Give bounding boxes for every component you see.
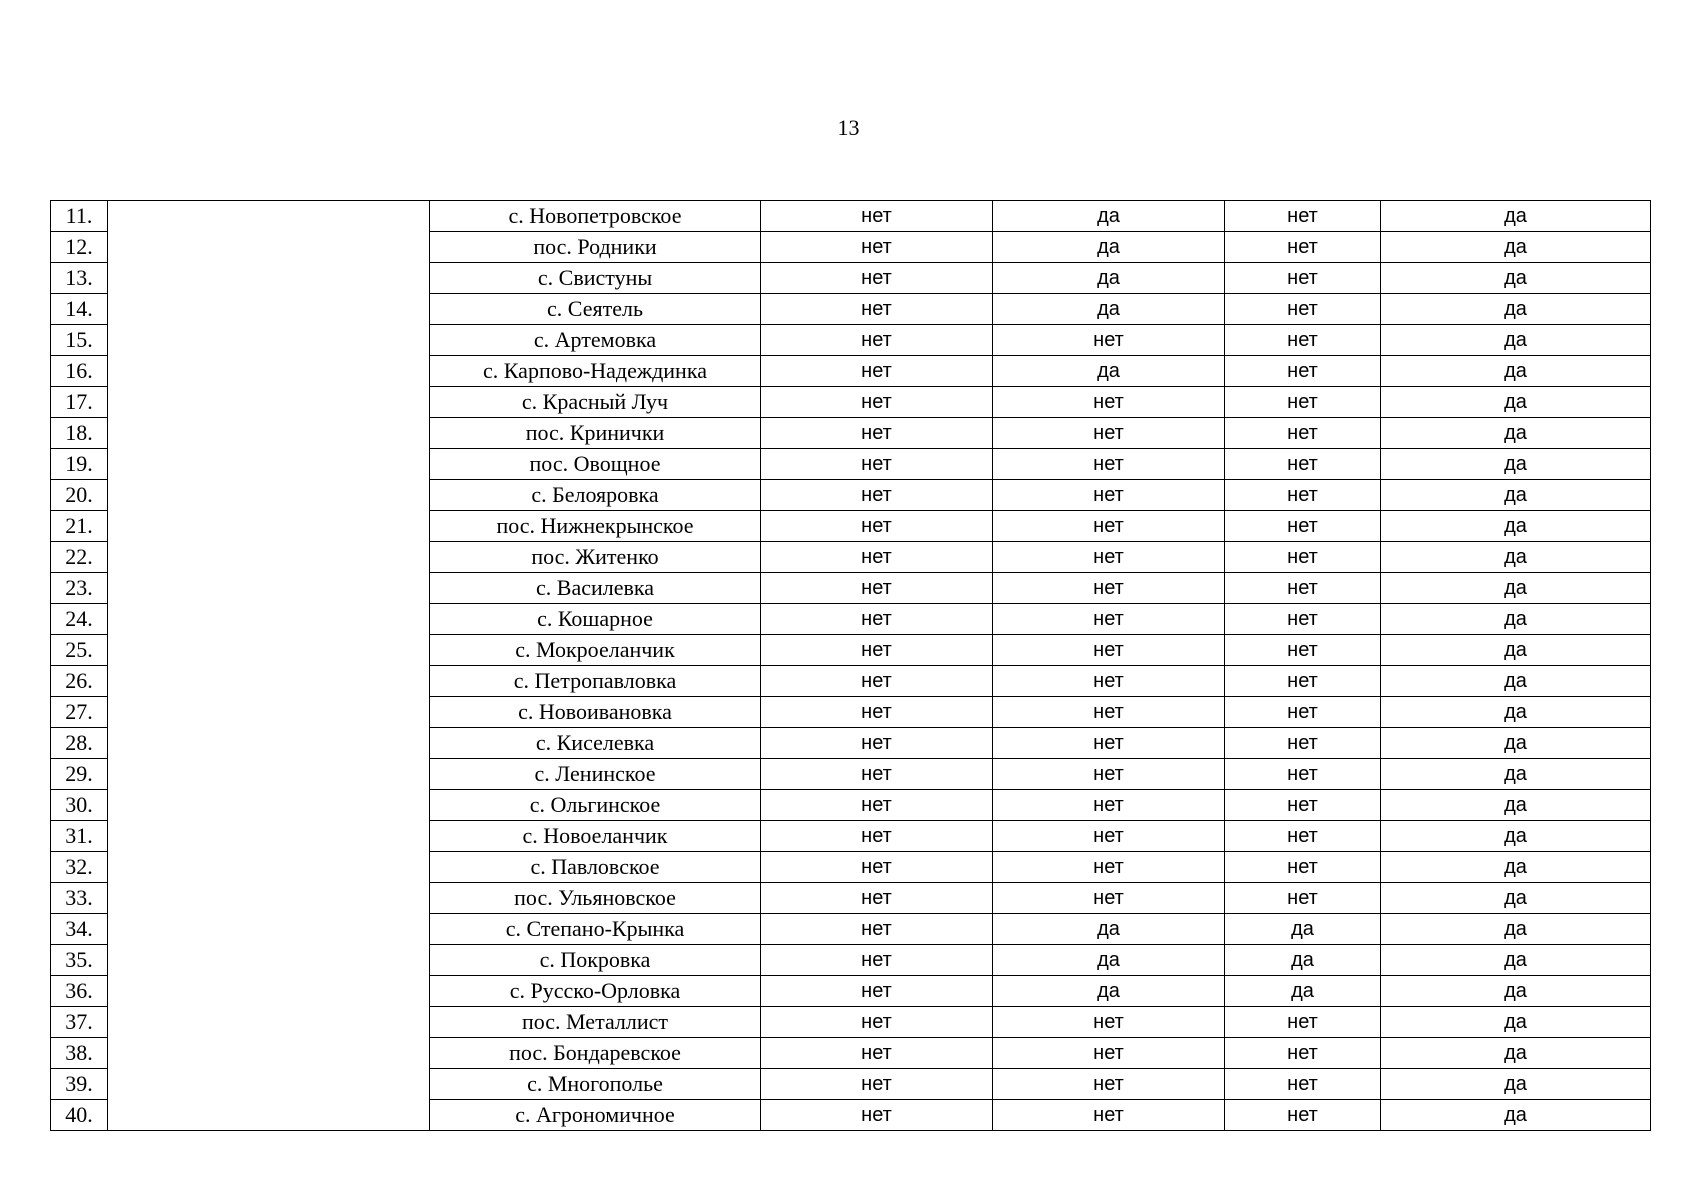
value-cell-2: да: [993, 263, 1225, 294]
row-number-cell: 23.: [51, 573, 108, 604]
settlement-name-cell: с. Степано-Крынка: [430, 914, 761, 945]
blank-cell: [108, 387, 430, 418]
settlement-name-cell: с. Кошарное: [430, 604, 761, 635]
table-row: [51, 635, 1651, 666]
row-number-cell: 17.: [51, 387, 108, 418]
blank-cell: [108, 1038, 430, 1069]
settlement-name-cell: с. Карпово-Надеждинка: [430, 356, 761, 387]
value-cell-4: да: [1381, 852, 1651, 883]
value-cell-1: нет: [761, 759, 993, 790]
value-cell-3: нет: [1225, 790, 1381, 821]
settlement-name-cell: пос. Родники: [430, 232, 761, 263]
value-cell-1: нет: [761, 573, 993, 604]
settlement-name-cell: с. Свистуны: [430, 263, 761, 294]
value-cell-4: да: [1381, 697, 1651, 728]
value-cell-2: нет: [993, 635, 1225, 666]
value-cell-4: да: [1381, 511, 1651, 542]
value-cell-2: нет: [993, 852, 1225, 883]
settlement-name-cell: с. Мокроеланчик: [430, 635, 761, 666]
value-cell-2: нет: [993, 325, 1225, 356]
value-cell-3: да: [1225, 945, 1381, 976]
row-number-cell: 27.: [51, 697, 108, 728]
value-cell-1: нет: [761, 697, 993, 728]
blank-cell: [108, 728, 430, 759]
settlement-name-cell: с. Киселевка: [430, 728, 761, 759]
value-cell-4: да: [1381, 604, 1651, 635]
value-cell-4: да: [1381, 914, 1651, 945]
settlement-name-cell: пос. Кринички: [430, 418, 761, 449]
value-cell-3: нет: [1225, 201, 1381, 232]
blank-cell: [108, 883, 430, 914]
value-cell-3: нет: [1225, 1069, 1381, 1100]
value-cell-4: да: [1381, 232, 1651, 263]
value-cell-3: нет: [1225, 1007, 1381, 1038]
row-number-cell: 39.: [51, 1069, 108, 1100]
value-cell-4: да: [1381, 387, 1651, 418]
blank-cell: [108, 418, 430, 449]
table-row: [51, 449, 1651, 480]
value-cell-3: нет: [1225, 480, 1381, 511]
value-cell-4: да: [1381, 666, 1651, 697]
page-number: 13: [837, 115, 860, 140]
value-cell-2: нет: [993, 604, 1225, 635]
value-cell-1: нет: [761, 1069, 993, 1100]
table-row: [51, 728, 1651, 759]
value-cell-2: нет: [993, 449, 1225, 480]
settlement-name-cell: с. Многополье: [430, 1069, 761, 1100]
table-row: [51, 883, 1651, 914]
row-number-cell: 22.: [51, 542, 108, 573]
settlement-name-cell: с. Сеятель: [430, 294, 761, 325]
row-number-cell: 20.: [51, 480, 108, 511]
blank-cell: [108, 666, 430, 697]
blank-cell: [108, 263, 430, 294]
value-cell-3: нет: [1225, 232, 1381, 263]
row-number-cell: 40.: [51, 1100, 108, 1131]
value-cell-2: нет: [993, 883, 1225, 914]
blank-cell: [108, 914, 430, 945]
row-number-cell: 21.: [51, 511, 108, 542]
value-cell-3: нет: [1225, 666, 1381, 697]
value-cell-2: да: [993, 914, 1225, 945]
value-cell-1: нет: [761, 883, 993, 914]
value-cell-1: нет: [761, 604, 993, 635]
row-number-cell: 24.: [51, 604, 108, 635]
blank-cell: [108, 604, 430, 635]
table-row: [51, 914, 1651, 945]
value-cell-1: нет: [761, 418, 993, 449]
blank-cell: [108, 511, 430, 542]
value-cell-1: нет: [761, 945, 993, 976]
value-cell-2: да: [993, 201, 1225, 232]
value-cell-3: нет: [1225, 511, 1381, 542]
table-row: [51, 1038, 1651, 1069]
value-cell-3: нет: [1225, 852, 1381, 883]
value-cell-3: нет: [1225, 263, 1381, 294]
value-cell-3: нет: [1225, 1038, 1381, 1069]
settlement-name-cell: пос. Нижнекрынское: [430, 511, 761, 542]
row-number-cell: 13.: [51, 263, 108, 294]
value-cell-2: нет: [993, 387, 1225, 418]
table-row: [51, 542, 1651, 573]
table-row: [51, 573, 1651, 604]
settlement-name-cell: с. Белояровка: [430, 480, 761, 511]
value-cell-2: да: [993, 294, 1225, 325]
settlement-name-cell: с. Русско-Орловка: [430, 976, 761, 1007]
table-row: [51, 821, 1651, 852]
settlement-name-cell: с. Агрономичное: [430, 1100, 761, 1131]
blank-cell: [108, 573, 430, 604]
row-number-cell: 25.: [51, 635, 108, 666]
value-cell-2: да: [993, 232, 1225, 263]
row-number-cell: 28.: [51, 728, 108, 759]
row-number-cell: 15.: [51, 325, 108, 356]
table-row: [51, 1069, 1651, 1100]
value-cell-1: нет: [761, 666, 993, 697]
value-cell-2: нет: [993, 418, 1225, 449]
row-number-cell: 26.: [51, 666, 108, 697]
settlement-name-cell: с. Новоивановка: [430, 697, 761, 728]
row-number-cell: 35.: [51, 945, 108, 976]
blank-cell: [108, 1100, 430, 1131]
value-cell-1: нет: [761, 542, 993, 573]
blank-cell: [108, 759, 430, 790]
value-cell-2: нет: [993, 480, 1225, 511]
blank-cell: [108, 542, 430, 573]
settlement-name-cell: с. Красный Луч: [430, 387, 761, 418]
value-cell-4: да: [1381, 821, 1651, 852]
settlement-name-cell: с. Покровка: [430, 945, 761, 976]
value-cell-2: да: [993, 945, 1225, 976]
row-number-cell: 18.: [51, 418, 108, 449]
blank-cell: [108, 821, 430, 852]
value-cell-2: нет: [993, 1069, 1225, 1100]
value-cell-3: нет: [1225, 1100, 1381, 1131]
value-cell-1: нет: [761, 821, 993, 852]
value-cell-1: нет: [761, 449, 993, 480]
row-number-cell: 29.: [51, 759, 108, 790]
value-cell-1: нет: [761, 914, 993, 945]
value-cell-1: нет: [761, 232, 993, 263]
row-number-cell: 36.: [51, 976, 108, 1007]
blank-cell: [108, 232, 430, 263]
value-cell-2: нет: [993, 573, 1225, 604]
value-cell-4: да: [1381, 573, 1651, 604]
table-row: [51, 263, 1651, 294]
value-cell-2: нет: [993, 666, 1225, 697]
value-cell-3: нет: [1225, 697, 1381, 728]
value-cell-4: да: [1381, 1007, 1651, 1038]
value-cell-1: нет: [761, 852, 993, 883]
table-row: [51, 697, 1651, 728]
value-cell-2: нет: [993, 728, 1225, 759]
value-cell-3: нет: [1225, 821, 1381, 852]
row-number-cell: 12.: [51, 232, 108, 263]
table-row: [51, 852, 1651, 883]
value-cell-4: да: [1381, 883, 1651, 914]
value-cell-3: нет: [1225, 728, 1381, 759]
table-row: [51, 1100, 1651, 1131]
row-number-cell: 33.: [51, 883, 108, 914]
value-cell-3: нет: [1225, 883, 1381, 914]
value-cell-3: нет: [1225, 294, 1381, 325]
value-cell-3: нет: [1225, 449, 1381, 480]
table-row: [51, 356, 1651, 387]
value-cell-1: нет: [761, 263, 993, 294]
row-number-cell: 19.: [51, 449, 108, 480]
blank-cell: [108, 697, 430, 728]
value-cell-1: нет: [761, 387, 993, 418]
table-row: [51, 480, 1651, 511]
value-cell-3: нет: [1225, 542, 1381, 573]
table-body: [51, 201, 1651, 1131]
settlements-table: [50, 200, 1651, 1131]
settlement-name-cell: пос. Овощное: [430, 449, 761, 480]
row-number-cell: 30.: [51, 790, 108, 821]
blank-cell: [108, 945, 430, 976]
row-number-cell: 37.: [51, 1007, 108, 1038]
table-row: [51, 418, 1651, 449]
value-cell-1: нет: [761, 790, 993, 821]
value-cell-2: нет: [993, 790, 1225, 821]
value-cell-4: да: [1381, 728, 1651, 759]
table-row: [51, 387, 1651, 418]
blank-cell: [108, 356, 430, 387]
settlement-name-cell: с. Ленинское: [430, 759, 761, 790]
blank-cell: [108, 325, 430, 356]
settlement-name-cell: с. Ольгинское: [430, 790, 761, 821]
value-cell-2: нет: [993, 759, 1225, 790]
table-row: [51, 666, 1651, 697]
table-row: [51, 759, 1651, 790]
value-cell-3: нет: [1225, 573, 1381, 604]
row-number-cell: 14.: [51, 294, 108, 325]
row-number-cell: 32.: [51, 852, 108, 883]
value-cell-1: нет: [761, 511, 993, 542]
blank-cell: [108, 852, 430, 883]
value-cell-4: да: [1381, 790, 1651, 821]
table-row: [51, 511, 1651, 542]
table-row: [51, 790, 1651, 821]
row-number-cell: 11.: [51, 201, 108, 232]
table-row: [51, 325, 1651, 356]
value-cell-3: нет: [1225, 325, 1381, 356]
value-cell-2: нет: [993, 821, 1225, 852]
value-cell-2: нет: [993, 697, 1225, 728]
table-row: [51, 232, 1651, 263]
table-row: [51, 945, 1651, 976]
settlement-name-cell: пос. Ульяновское: [430, 883, 761, 914]
row-number-cell: 31.: [51, 821, 108, 852]
row-number-cell: 16.: [51, 356, 108, 387]
settlement-name-cell: с. Новоеланчик: [430, 821, 761, 852]
value-cell-4: да: [1381, 263, 1651, 294]
value-cell-1: нет: [761, 1100, 993, 1131]
value-cell-4: да: [1381, 542, 1651, 573]
value-cell-3: нет: [1225, 635, 1381, 666]
value-cell-2: да: [993, 356, 1225, 387]
value-cell-3: да: [1225, 976, 1381, 1007]
settlement-name-cell: с. Артемовка: [430, 325, 761, 356]
blank-cell: [108, 790, 430, 821]
blank-cell: [108, 480, 430, 511]
value-cell-4: да: [1381, 976, 1651, 1007]
row-number-cell: 38.: [51, 1038, 108, 1069]
settlement-name-cell: пос. Металлист: [430, 1007, 761, 1038]
settlement-name-cell: пос. Бондаревское: [430, 1038, 761, 1069]
value-cell-3: нет: [1225, 759, 1381, 790]
table-row: [51, 294, 1651, 325]
settlement-name-cell: с. Василевка: [430, 573, 761, 604]
value-cell-1: нет: [761, 325, 993, 356]
value-cell-1: нет: [761, 1038, 993, 1069]
value-cell-3: нет: [1225, 356, 1381, 387]
value-cell-2: нет: [993, 542, 1225, 573]
value-cell-4: да: [1381, 1038, 1651, 1069]
settlement-name-cell: пос. Житенко: [430, 542, 761, 573]
blank-cell: [108, 201, 430, 232]
value-cell-4: да: [1381, 759, 1651, 790]
value-cell-1: нет: [761, 728, 993, 759]
value-cell-2: нет: [993, 1007, 1225, 1038]
table-row: [51, 604, 1651, 635]
value-cell-1: нет: [761, 356, 993, 387]
blank-cell: [108, 1007, 430, 1038]
blank-cell: [108, 976, 430, 1007]
value-cell-2: нет: [993, 1038, 1225, 1069]
value-cell-3: нет: [1225, 418, 1381, 449]
blank-cell: [108, 294, 430, 325]
blank-cell: [108, 635, 430, 666]
row-number-cell: 34.: [51, 914, 108, 945]
value-cell-4: да: [1381, 201, 1651, 232]
value-cell-1: нет: [761, 201, 993, 232]
value-cell-1: нет: [761, 976, 993, 1007]
blank-cell: [108, 449, 430, 480]
settlement-name-cell: с. Новопетровское: [430, 201, 761, 232]
value-cell-4: да: [1381, 294, 1651, 325]
value-cell-2: да: [993, 976, 1225, 1007]
value-cell-4: да: [1381, 325, 1651, 356]
table-row: [51, 201, 1651, 232]
settlement-name-cell: с. Павловское: [430, 852, 761, 883]
value-cell-4: да: [1381, 1100, 1651, 1131]
value-cell-2: нет: [993, 1100, 1225, 1131]
value-cell-3: да: [1225, 914, 1381, 945]
value-cell-1: нет: [761, 294, 993, 325]
value-cell-4: да: [1381, 418, 1651, 449]
value-cell-3: нет: [1225, 387, 1381, 418]
value-cell-1: нет: [761, 635, 993, 666]
table-row: [51, 976, 1651, 1007]
value-cell-4: да: [1381, 945, 1651, 976]
value-cell-4: да: [1381, 449, 1651, 480]
value-cell-3: нет: [1225, 604, 1381, 635]
value-cell-2: нет: [993, 511, 1225, 542]
value-cell-1: нет: [761, 1007, 993, 1038]
value-cell-4: да: [1381, 635, 1651, 666]
value-cell-4: да: [1381, 1069, 1651, 1100]
blank-cell: [108, 1069, 430, 1100]
table-row: [51, 1007, 1651, 1038]
value-cell-4: да: [1381, 480, 1651, 511]
settlement-name-cell: с. Петропавловка: [430, 666, 761, 697]
value-cell-4: да: [1381, 356, 1651, 387]
value-cell-1: нет: [761, 480, 993, 511]
